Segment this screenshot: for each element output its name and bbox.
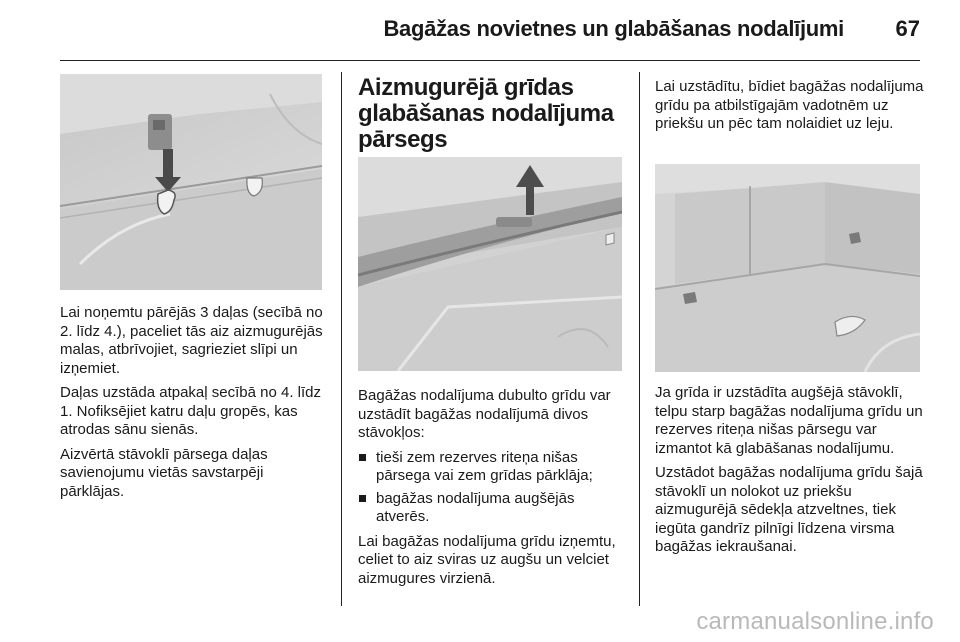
column-divider-1 <box>341 72 342 606</box>
figure-load-floor <box>655 164 920 372</box>
col2-outro: Lai bagāžas nodalījuma grīdu izņemtu, celiet to aiz sviras uz augšu un velciet aizmugures virzienā. <box>358 532 616 587</box>
heading-line-1: Aizmugurējā grīdas <box>358 74 574 101</box>
page-header <box>0 0 960 62</box>
col1-paragraph-1: Lai noņemtu pārējās 3 daļas (secībā no 2. līdz 4.), paceliet tās aiz aizmugurējās malas, atbrīvojiet, sagrieziet slīpi un izņemiet. <box>60 304 323 377</box>
col2-text <box>358 387 626 594</box>
bullet-item-1: tieši zem rezerves riteņa nišas pārsega vai zem grīdas pārklāja; <box>358 449 626 486</box>
col1-paragraph-3: Aizvērtā stāvoklī pārsega daļas savienojumu vietās savstarpēji pārklājas. <box>60 445 268 500</box>
page-number: 67 <box>895 16 920 41</box>
col2-bullet-list <box>358 449 626 527</box>
load-floor-illustration-icon <box>655 164 920 372</box>
heading-line-3: pārsegs <box>358 126 448 153</box>
watermark: carmanualsonline.info <box>696 608 934 635</box>
header-rule <box>60 60 920 61</box>
col2-intro: Bagāžas nodalījuma dubulto grīdu var uzstādīt bagāžas nodalījumā divos stāvokļos: <box>358 387 611 441</box>
figure-floor-lift <box>358 157 622 371</box>
floor-lift-illustration-icon <box>358 157 622 371</box>
col3-intro: Lai uzstādītu, bīdiet bagāžas nodalījuma grīdu pa atbilstīgajām vadotnēm uz priekšu un pēc tam nolaidiet uz leju. <box>655 78 924 132</box>
page-title: Bagāžas novietnes un glabāšanas nodalījumi <box>383 16 844 41</box>
col3-paragraph-1: Ja grīda ir uzstādīta augšējā stāvoklī, telpu starp bagāžas nodalījuma grīdu un rezerves riteņa nišas pārsegu var izmantot kā glabāšanas nodalījumu. <box>655 384 923 457</box>
bullet-item-2: bagāžas nodalījuma augšējās atverēs. <box>358 490 626 527</box>
floor-cover-illustration-icon <box>60 74 322 290</box>
col3-text <box>655 384 927 563</box>
figure-floor-cover-parts <box>60 74 322 290</box>
col3-intro-text <box>655 78 925 140</box>
section-heading <box>358 75 628 153</box>
col3-paragraph-2: Uzstādot bagāžas nodalījuma grīdu šajā stāvoklī un nolokot uz priekšu aizmugurējā sēdekļa atzveltnes, tiek iegūta gandrīz pilnīgi līdzena virsma bagāžas iekraušanai. <box>655 464 923 555</box>
heading-line-2: glabāšanas nodalījuma <box>358 100 614 127</box>
col1-text <box>60 304 328 507</box>
col1-paragraph-2: Daļas uzstāda atpakaļ secībā no 4. līdz 1. Nofiksējiet katru daļu gropēs, kas atrodas sānu sienās. <box>60 384 321 438</box>
column-divider-2 <box>639 72 640 606</box>
